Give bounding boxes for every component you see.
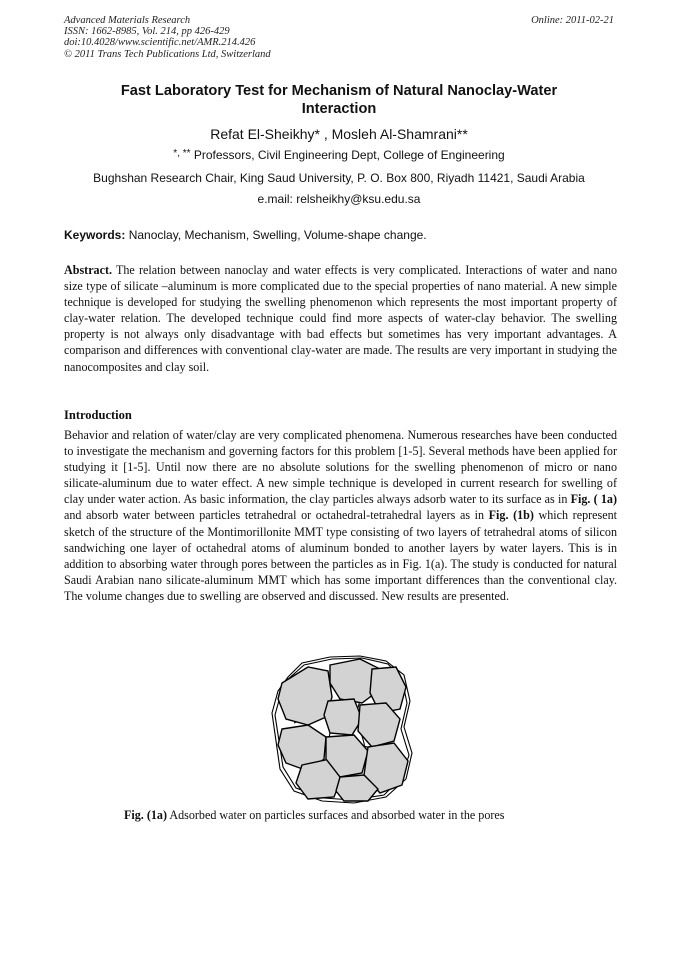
keywords	[64, 228, 624, 242]
caption-text: Adsorbed water on particles surfaces and absorbed water in the pores	[167, 808, 505, 822]
intro-text-3: which represent sketch of the structure of the Montimorillonite MMT type consisting of two layers of tetrahedral atoms of silicon sandwiching one layer of octahedral atoms of aluminum bonded to another layers by water layers. This is in addition to absorbing water through pores between the particles as in Fig. 1(a). The study is conducted for natural Saudi Arabian nano silicate-aluminum MMT which has some important differences than the conventional clay. The volume changes due to swelling are observed and discussed. New results are presented.	[64, 508, 618, 603]
figure-1a-particles	[268, 653, 418, 805]
affiliation-dept: Professors, Civil Engineering Dept, College of Engineering	[190, 148, 505, 162]
affiliation-marks: *, **	[173, 148, 191, 159]
figure-1a-caption	[124, 808, 505, 823]
abstract-text: The relation between nanoclay and water effects is very complicated. Interactions of water and nano size type of silicate –aluminum is more complicated due to the special properties of nano material. A new simple technique is developed for studying the swelling phenomenon which represents the most important property of clay-water relation. The developed technique could find more aspects of water-clay behavior. The swelling property is not always only disadvantage with bad effects but sometimes has very important advantages. A comparison and differences with conventional clay-water are made. The results are very important in studying the nanocomposites and clay soil.	[64, 263, 617, 374]
copyright-line: © 2011 Trans Tech Publications Ltd, Switzerland	[64, 48, 271, 60]
online-date: Online: 2011-02-21	[531, 15, 614, 26]
title-line-2: Interaction	[301, 101, 377, 117]
intro-fig-ref-1a: Fig. ( 1a)	[570, 492, 617, 507]
paper-title	[60, 82, 618, 118]
authors: Refat El-Sheikhy* , Mosleh Al-Shamrani**	[210, 126, 468, 142]
intro-text-2: and absorb water between particles tetrahedral or octahedral-tetrahedral layers as in	[64, 508, 489, 523]
journal-name: Advanced Materials Research	[64, 15, 191, 26]
clay-particle	[324, 699, 362, 735]
keywords-label: Keywords:	[64, 228, 126, 242]
introduction-body	[64, 427, 617, 604]
introduction-heading: Introduction	[64, 408, 132, 422]
author-email: e.mail: relsheikhy@ksu.edu.sa	[257, 192, 421, 206]
keywords-text: Nanoclay, Mechanism, Swelling, Volume-shape change.	[125, 228, 427, 242]
intro-fig-ref-1b: Fig. (1b)	[488, 508, 534, 523]
abstract	[64, 262, 617, 375]
doi-line: doi:10.4028/www.scientific.net/AMR.214.426	[64, 37, 256, 49]
issn-line: ISSN: 1662-8985, Vol. 214, pp 426-429	[64, 26, 230, 38]
caption-label: Fig. (1a)	[124, 808, 167, 822]
journal-header	[64, 15, 271, 60]
title-line-1: Fast Laboratory Test for Mechanism of Natural Nanoclay-Water	[120, 83, 558, 99]
abstract-label: Abstract.	[64, 263, 113, 277]
affiliation-line-2: Bughshan Research Chair, King Saud University, P. O. Box 800, Riyadh 11421, Saudi Arabia	[93, 171, 585, 185]
intro-text-1: Behavior and relation of water/clay are very complicated phenomena. Numerous researches have been conducted to investigate the mechanism and governing factors for this problem [1-5]. Several methods have been applied for studying it [1-5]. Until now there are no absolute solutions for the swelling phenomenon of micro or nano silicate-aluminum due to water effect. A new simple technique is developed in current research for swelling of clay under water action. As basic information, the clay particles always adsorb water to its surface as in	[64, 428, 617, 507]
affiliation-line-1	[40, 148, 638, 162]
